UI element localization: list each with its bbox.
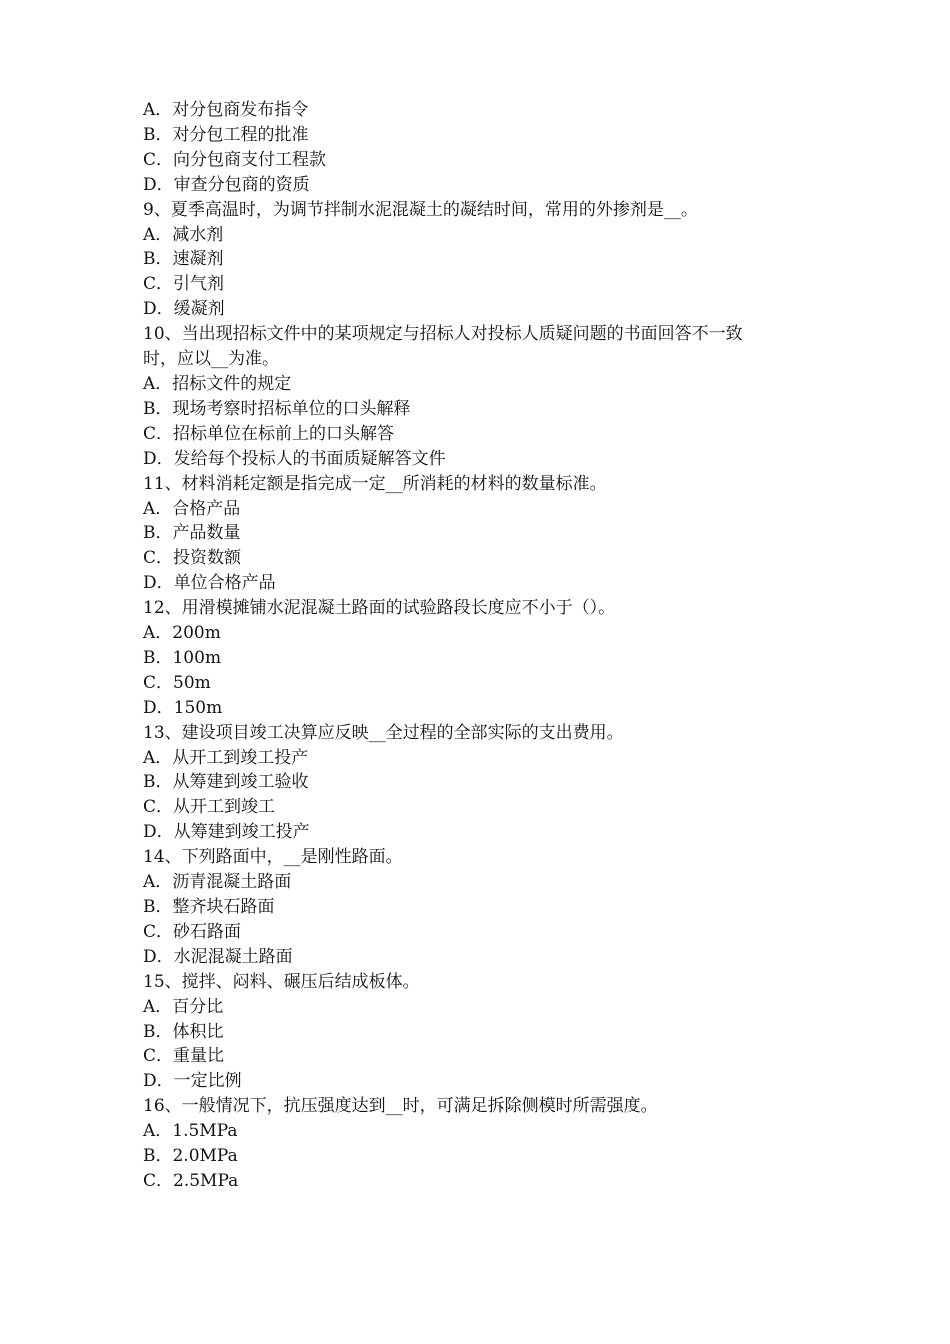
answer-option: C．引气剂 [143,274,225,295]
question-text: 12、用滑模摊铺水泥混凝土路面的试验路段长度应不小于（）。 [143,598,616,619]
answer-option: D．发给每个投标人的书面质疑解答文件 [143,448,446,469]
question-text: 14、下列路面中，__是刚性路面。 [143,847,403,868]
answer-option: B．2.0MPa [143,1146,238,1167]
answer-option: B．现场考察时招标单位的口头解释 [143,398,411,419]
question-text: 16、一般情况下，抗压强度达到__时，可满足拆除侧模时所需强度。 [143,1096,658,1117]
answer-option: B．速凝剂 [143,249,224,270]
answer-option: D．从筹建到竣工投产 [143,822,310,843]
answer-option: A．合格产品 [143,498,241,519]
answer-option: C．投资数额 [143,548,242,569]
document-body [143,98,823,1194]
answer-option: A．减水剂 [143,224,224,245]
answer-option: B．产品数量 [143,523,241,544]
answer-option: D．缓凝剂 [143,299,225,320]
answer-option: C．重量比 [143,1046,225,1067]
answer-option: D．单位合格产品 [143,573,276,594]
answer-option: D．水泥混凝土路面 [143,946,293,967]
answer-option: B．从筹建到竣工验收 [143,772,309,793]
answer-option: C．2.5MPa [143,1170,239,1191]
answer-option: A．1.5MPa [143,1121,238,1142]
answer-option: A．对分包商发布指令 [143,100,309,120]
answer-option: B．对分包工程的批准 [143,124,309,145]
answer-option: C．50m [143,672,211,693]
question-text: 15、搅拌、闷料、碾压后结成板体。 [143,971,420,992]
answer-option: B．体积比 [143,1021,224,1042]
question-text: 10、当出现招标文件中的某项规定与招标人对投标人质疑问题的书面回答不一致 [143,324,743,345]
answer-option: C．从开工到竣工 [143,797,276,818]
answer-option: B．100m [143,647,222,668]
answer-option: A．200m [143,623,221,644]
answer-option: A．从开工到竣工投产 [143,747,309,768]
answer-option: C．向分包商支付工程款 [143,149,327,170]
answer-option: A．百分比 [143,996,224,1017]
answer-option: C．招标单位在标前上的口头解答 [143,423,395,444]
answer-option: A．沥青混凝土路面 [143,872,292,893]
question-text: 时，应以__为准。 [143,349,279,370]
answer-option: D．150m [143,697,223,718]
answer-option: D．审查分包商的资质 [143,174,310,195]
question-text: 9、夏季高温时，为调节拌制水泥混凝土的凝结时间，常用的外掺剂是__。 [143,199,698,220]
answer-option: C．砂石路面 [143,921,242,942]
question-text: 11、材料消耗定额是指完成一定__所消耗的材料的数量标准。 [143,473,607,494]
answer-option: A．招标文件的规定 [143,373,292,394]
answer-option: B．整齐块石路面 [143,897,275,917]
question-text: 13、建设项目竣工决算应反映__全过程的全部实际的支出费用。 [143,722,624,743]
answer-option: D．一定比例 [143,1071,242,1092]
